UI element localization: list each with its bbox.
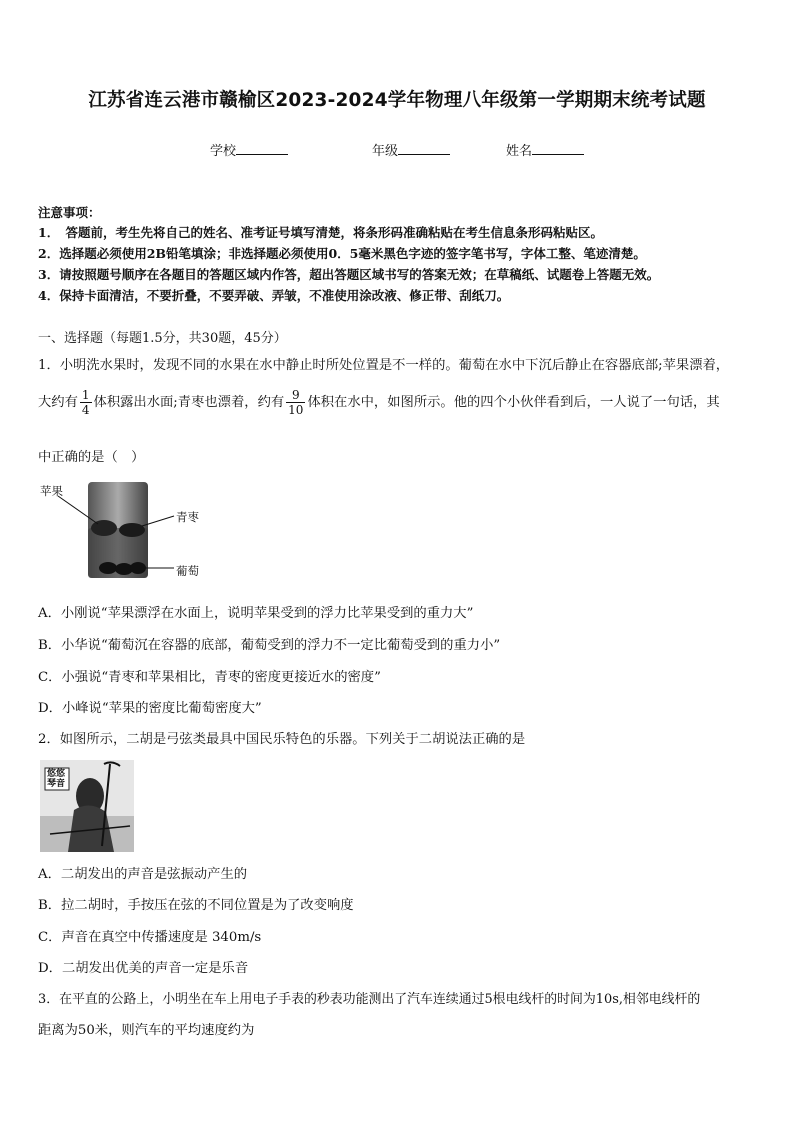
fraction-one-quarter	[80, 388, 92, 417]
name-blank	[532, 142, 584, 155]
q1-text-c: 体积在水中，如图所示。他的四个小伙伴看到后，一人说了一句话，其	[307, 395, 720, 410]
q1-option-d: D．小峰说“苹果的密度比葡萄密度大”	[38, 701, 262, 716]
frac-numerator: 9	[286, 388, 305, 403]
page-title: 江苏省连云港市赣榆区2023-2024学年物理八年级第一学期期末统考试题	[88, 90, 706, 111]
frac-numerator: 1	[81, 388, 90, 402]
apple-label: 苹果	[40, 484, 63, 498]
frac-denominator: 4	[81, 403, 90, 417]
q2-option-c: C．声音在真空中传播速度是 340m/s	[38, 930, 262, 945]
note-item: 2．选择题必须使用2B铅笔填涂；非选择题必须使用0．5毫米黑色字迹的签字笔书写，字体工整、笔迹清楚。	[38, 246, 646, 261]
school-blank	[236, 142, 288, 155]
q3-line1: 3．在平直的公路上，小明坐在车上用电子手表的秒表功能测出了汽车连续通过5根电线杆的时间为10s,相邻电线杆的	[38, 992, 701, 1007]
grape-label: 葡萄	[176, 564, 199, 578]
q1-line2	[38, 388, 720, 417]
q1-line3: 中正确的是（ ）	[38, 450, 145, 465]
grade-field	[372, 140, 450, 159]
q3-line2: 距离为50米，则汽车的平均速度约为	[38, 1023, 255, 1038]
notes-heading: 注意事项：	[38, 205, 101, 220]
grape-shape	[130, 562, 146, 574]
q1-line1: 1．小明洗水果时，发现不同的水果在水中静止时所处位置是不一样的。葡萄在水中下沉后静止在容器底部;苹果漂着，	[38, 358, 730, 373]
q2-option-b: B．拉二胡时，手按压在弦的不同位置是为了改变响度	[38, 898, 354, 913]
q1-text-b: 体积露出水面;青枣也漂着，约有	[93, 395, 285, 410]
q1-option-a: A．小刚说“苹果漂浮在水面上，说明苹果受到的浮力比苹果受到的重力大”	[38, 606, 474, 621]
grade-label: 年级	[372, 144, 399, 159]
jujube-shape	[119, 523, 145, 537]
q1-option-b: B．小华说“葡萄沉在容器的底部，葡萄受到的浮力不一定比葡萄受到的重力小”	[38, 638, 501, 653]
note-item: 4．保持卡面清洁，不要折叠，不要弄破、弄皱，不准使用涂改液、修正带、刮纸刀。	[38, 288, 510, 303]
school-label: 学校	[210, 144, 237, 159]
jujube-label: 青枣	[176, 510, 199, 524]
q1-text-a: 大约有	[38, 395, 78, 410]
q2-stem: 2．如图所示，二胡是弓弦类最具中国民乐特色的乐器。下列关于二胡说法正确的是	[38, 732, 526, 747]
fraction-nine-tenths	[286, 388, 305, 417]
school-field	[210, 140, 288, 159]
note-item: 3．请按照题号顺序在各题目的答题区域内作答，超出答题区域书写的答案无效；在草稿纸、试题卷上答题无效。	[38, 267, 660, 282]
frac-denominator: 10	[288, 403, 304, 417]
name-field	[506, 140, 584, 159]
erhu-calligraphy: 悠悠琴音	[47, 769, 66, 789]
q2-option-a: A．二胡发出的声音是弦振动产生的	[38, 867, 248, 882]
grape-shape	[99, 562, 117, 574]
note-item: 1． 答题前，考生先将自己的姓名、准考证号填写清楚，将条形码准确粘贴在考生信息条形码粘贴区。	[38, 225, 603, 240]
grade-blank	[398, 142, 450, 155]
q1-option-c: C．小强说“青枣和苹果相比，青枣的密度更接近水的密度”	[38, 670, 381, 685]
name-label: 姓名	[506, 144, 533, 159]
q2-option-d: D．二胡发出优美的声音一定是乐音	[38, 961, 249, 976]
section-heading: 一、选择题（每题1.5分，共30题，45分）	[38, 331, 287, 346]
